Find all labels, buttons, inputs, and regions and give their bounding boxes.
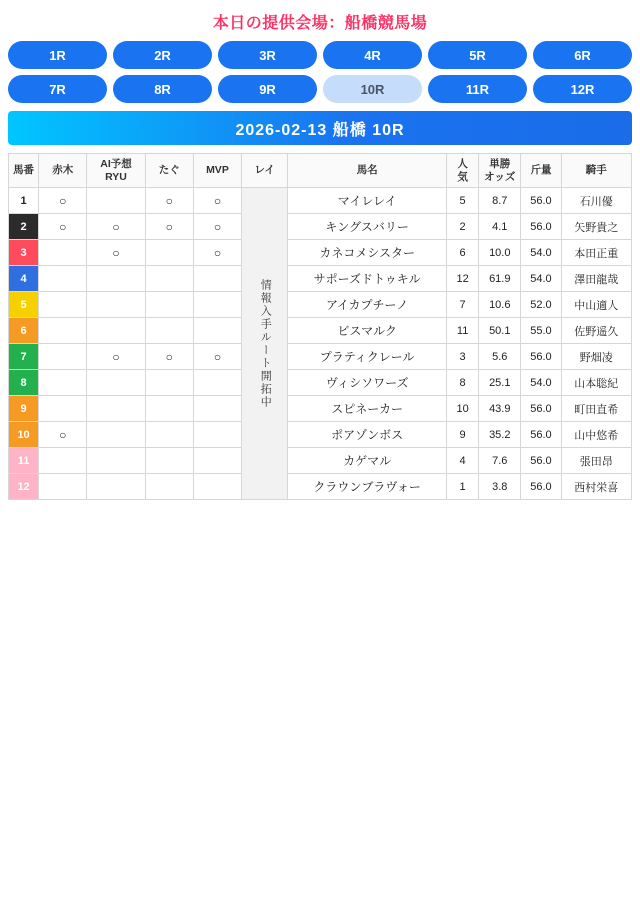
header-popularity — [447, 154, 479, 188]
cell-popularity: 5 — [447, 188, 479, 214]
cell-horse-name[interactable]: スピネーカー — [288, 396, 447, 422]
cell-jockey: 山中悠希 — [561, 422, 631, 448]
cell-popularity: 11 — [447, 318, 479, 344]
cell-horse-name[interactable]: プラティクレール — [288, 344, 447, 370]
table-row[interactable] — [9, 474, 632, 500]
cell-ai — [87, 318, 145, 344]
cell-mvp: ○ — [193, 344, 241, 370]
cell-akagi — [39, 448, 87, 474]
cell-jockey: 野畑凌 — [561, 344, 631, 370]
cell-mvp: ○ — [193, 240, 241, 266]
cell-akagi: ○ — [39, 422, 87, 448]
cell-number: 5 — [9, 292, 39, 318]
cell-tagu — [145, 240, 193, 266]
race-button-10r[interactable]: 10R — [323, 75, 422, 103]
cell-popularity: 7 — [447, 292, 479, 318]
table-row[interactable] — [9, 422, 632, 448]
cell-weight: 54.0 — [521, 266, 561, 292]
cell-mvp — [193, 292, 241, 318]
cell-akagi — [39, 344, 87, 370]
race-button-4r[interactable]: 4R — [323, 41, 422, 69]
cell-number: 11 — [9, 448, 39, 474]
table-row[interactable] — [9, 214, 632, 240]
cell-akagi — [39, 318, 87, 344]
cell-horse-name[interactable]: クラウンブラヴォー — [288, 474, 447, 500]
header-weight: 斤量 — [521, 154, 561, 188]
race-banner: 2026-02-13 船橋 10R — [8, 111, 632, 145]
rei-inner — [242, 188, 287, 499]
cell-horse-name[interactable]: キングスバリー — [288, 214, 447, 240]
header-tagu: たぐ — [145, 154, 193, 188]
rei-vertical-text: 情報入手ルート開拓中 — [258, 188, 271, 499]
cell-weight: 56.0 — [521, 474, 561, 500]
cell-odds: 43.9 — [479, 396, 521, 422]
cell-weight: 56.0 — [521, 214, 561, 240]
cell-jockey: 澤田龍哉 — [561, 266, 631, 292]
header-odds-line1: 単勝 — [489, 158, 511, 171]
header-ai-line1: AI予想 — [100, 158, 132, 171]
cell-weight: 56.0 — [521, 422, 561, 448]
cell-akagi — [39, 396, 87, 422]
cell-mvp — [193, 318, 241, 344]
cell-odds: 25.1 — [479, 370, 521, 396]
cell-number: 2 — [9, 214, 39, 240]
cell-number: 12 — [9, 474, 39, 500]
header-rei: レイ — [242, 154, 288, 188]
cell-horse-name[interactable]: カゲマル — [288, 448, 447, 474]
cell-weight: 54.0 — [521, 370, 561, 396]
page-title: 本日の提供会場：船橋競馬場 — [212, 15, 428, 32]
cell-mvp: ○ — [193, 188, 241, 214]
cell-jockey: 石川優 — [561, 188, 631, 214]
cell-popularity: 12 — [447, 266, 479, 292]
cell-weight: 56.0 — [521, 448, 561, 474]
cell-horse-name[interactable]: マイレレイ — [288, 188, 447, 214]
cell-popularity: 8 — [447, 370, 479, 396]
table-body — [9, 188, 632, 500]
cell-tagu — [145, 474, 193, 500]
cell-tagu: ○ — [145, 188, 193, 214]
cell-tagu — [145, 266, 193, 292]
header-number: 馬番 — [9, 154, 39, 188]
header-akagi: 赤木 — [39, 154, 87, 188]
table-row[interactable] — [9, 188, 632, 214]
header-ai-line2: RYU — [105, 170, 127, 183]
cell-horse-name[interactable]: ポアゾンボス — [288, 422, 447, 448]
race-button-8r[interactable]: 8R — [113, 75, 212, 103]
race-button-2r[interactable]: 2R — [113, 41, 212, 69]
cell-ai — [87, 422, 145, 448]
cell-jockey: 町田直希 — [561, 396, 631, 422]
race-button-3r[interactable]: 3R — [218, 41, 317, 69]
cell-ai — [87, 474, 145, 500]
header-odds-line2: オッズ — [484, 170, 516, 183]
table-row[interactable] — [9, 448, 632, 474]
race-button-1r[interactable]: 1R — [8, 41, 107, 69]
cell-ai: ○ — [87, 344, 145, 370]
cell-odds: 50.1 — [479, 318, 521, 344]
cell-tagu — [145, 396, 193, 422]
cell-weight: 54.0 — [521, 240, 561, 266]
race-button-11r[interactable]: 11R — [428, 75, 527, 103]
cell-akagi — [39, 474, 87, 500]
cell-tagu: ○ — [145, 344, 193, 370]
cell-odds: 10.0 — [479, 240, 521, 266]
cell-number: 7 — [9, 344, 39, 370]
cell-jockey: 矢野貴之 — [561, 214, 631, 240]
cell-mvp — [193, 474, 241, 500]
header-pop-line1: 人 — [457, 158, 468, 171]
header-odds — [479, 154, 521, 188]
table-header-row — [9, 154, 632, 188]
cell-mvp — [193, 448, 241, 474]
cell-mvp — [193, 266, 241, 292]
cell-mvp — [193, 370, 241, 396]
race-nav-row-2 — [8, 75, 632, 103]
cell-tagu — [145, 370, 193, 396]
cell-ai — [87, 292, 145, 318]
cell-tagu — [145, 318, 193, 344]
cell-mvp — [193, 422, 241, 448]
cell-odds: 8.7 — [479, 188, 521, 214]
cell-ai — [87, 188, 145, 214]
cell-odds: 7.6 — [479, 448, 521, 474]
cell-rei-merged — [242, 188, 288, 500]
cell-akagi — [39, 240, 87, 266]
race-nav — [0, 41, 640, 103]
cell-odds: 61.9 — [479, 266, 521, 292]
header-ai-ryu — [87, 154, 145, 188]
cell-tagu: ○ — [145, 214, 193, 240]
cell-odds: 3.8 — [479, 474, 521, 500]
cell-tagu — [145, 422, 193, 448]
cell-akagi — [39, 266, 87, 292]
cell-weight: 55.0 — [521, 318, 561, 344]
cell-number: 3 — [9, 240, 39, 266]
cell-odds: 5.6 — [479, 344, 521, 370]
cell-jockey: 西村栄喜 — [561, 474, 631, 500]
cell-horse-name[interactable]: ビスマルク — [288, 318, 447, 344]
cell-popularity: 6 — [447, 240, 479, 266]
header-mvp: MVP — [193, 154, 241, 188]
race-button-9r[interactable]: 9R — [218, 75, 317, 103]
cell-horse-name[interactable]: アイカプチーノ — [288, 292, 447, 318]
cell-mvp: ○ — [193, 214, 241, 240]
cell-number: 9 — [9, 396, 39, 422]
race-button-5r[interactable]: 5R — [428, 41, 527, 69]
race-button-6r[interactable]: 6R — [533, 41, 632, 69]
cell-ai: ○ — [87, 214, 145, 240]
race-button-7r[interactable]: 7R — [8, 75, 107, 103]
cell-number: 1 — [9, 188, 39, 214]
cell-tagu — [145, 292, 193, 318]
cell-popularity: 2 — [447, 214, 479, 240]
cell-weight: 56.0 — [521, 188, 561, 214]
cell-mvp — [193, 396, 241, 422]
cell-weight: 56.0 — [521, 344, 561, 370]
cell-jockey: 佐野遥久 — [561, 318, 631, 344]
cell-jockey: 山本聡紀 — [561, 370, 631, 396]
cell-popularity: 10 — [447, 396, 479, 422]
cell-jockey: 張田昂 — [561, 448, 631, 474]
cell-odds: 35.2 — [479, 422, 521, 448]
table-row[interactable] — [9, 266, 632, 292]
header-jockey: 騎手 — [561, 154, 631, 188]
cell-ai — [87, 370, 145, 396]
cell-odds: 4.1 — [479, 214, 521, 240]
cell-jockey: 本田正重 — [561, 240, 631, 266]
cell-ai — [87, 396, 145, 422]
cell-ai — [87, 266, 145, 292]
cell-akagi: ○ — [39, 188, 87, 214]
cell-number: 8 — [9, 370, 39, 396]
table-row[interactable] — [9, 370, 632, 396]
cell-weight: 56.0 — [521, 396, 561, 422]
cell-horse-name[interactable]: カネコメシスター — [288, 240, 447, 266]
table-row[interactable] — [9, 292, 632, 318]
cell-akagi — [39, 292, 87, 318]
race-button-12r[interactable]: 12R — [533, 75, 632, 103]
cell-tagu — [145, 448, 193, 474]
cell-horse-name[interactable]: サポーズドトゥキル — [288, 266, 447, 292]
cell-jockey: 中山適人 — [561, 292, 631, 318]
cell-weight: 52.0 — [521, 292, 561, 318]
cell-popularity: 3 — [447, 344, 479, 370]
cell-ai: ○ — [87, 240, 145, 266]
cell-number: 10 — [9, 422, 39, 448]
table-row[interactable] — [9, 240, 632, 266]
cell-number: 6 — [9, 318, 39, 344]
header-horse-name: 馬名 — [288, 154, 447, 188]
header-pop-line2: 気 — [457, 170, 468, 183]
cell-akagi: ○ — [39, 214, 87, 240]
cell-odds: 10.6 — [479, 292, 521, 318]
table-row[interactable] — [9, 396, 632, 422]
table-row[interactable] — [9, 318, 632, 344]
cell-ai — [87, 448, 145, 474]
cell-popularity: 9 — [447, 422, 479, 448]
cell-number: 4 — [9, 266, 39, 292]
table-row[interactable] — [9, 344, 632, 370]
cell-popularity: 4 — [447, 448, 479, 474]
cell-akagi — [39, 370, 87, 396]
cell-horse-name[interactable]: ヴィシソワーズ — [288, 370, 447, 396]
cell-popularity: 1 — [447, 474, 479, 500]
entries-table — [8, 153, 632, 500]
race-nav-row-1 — [8, 41, 632, 69]
